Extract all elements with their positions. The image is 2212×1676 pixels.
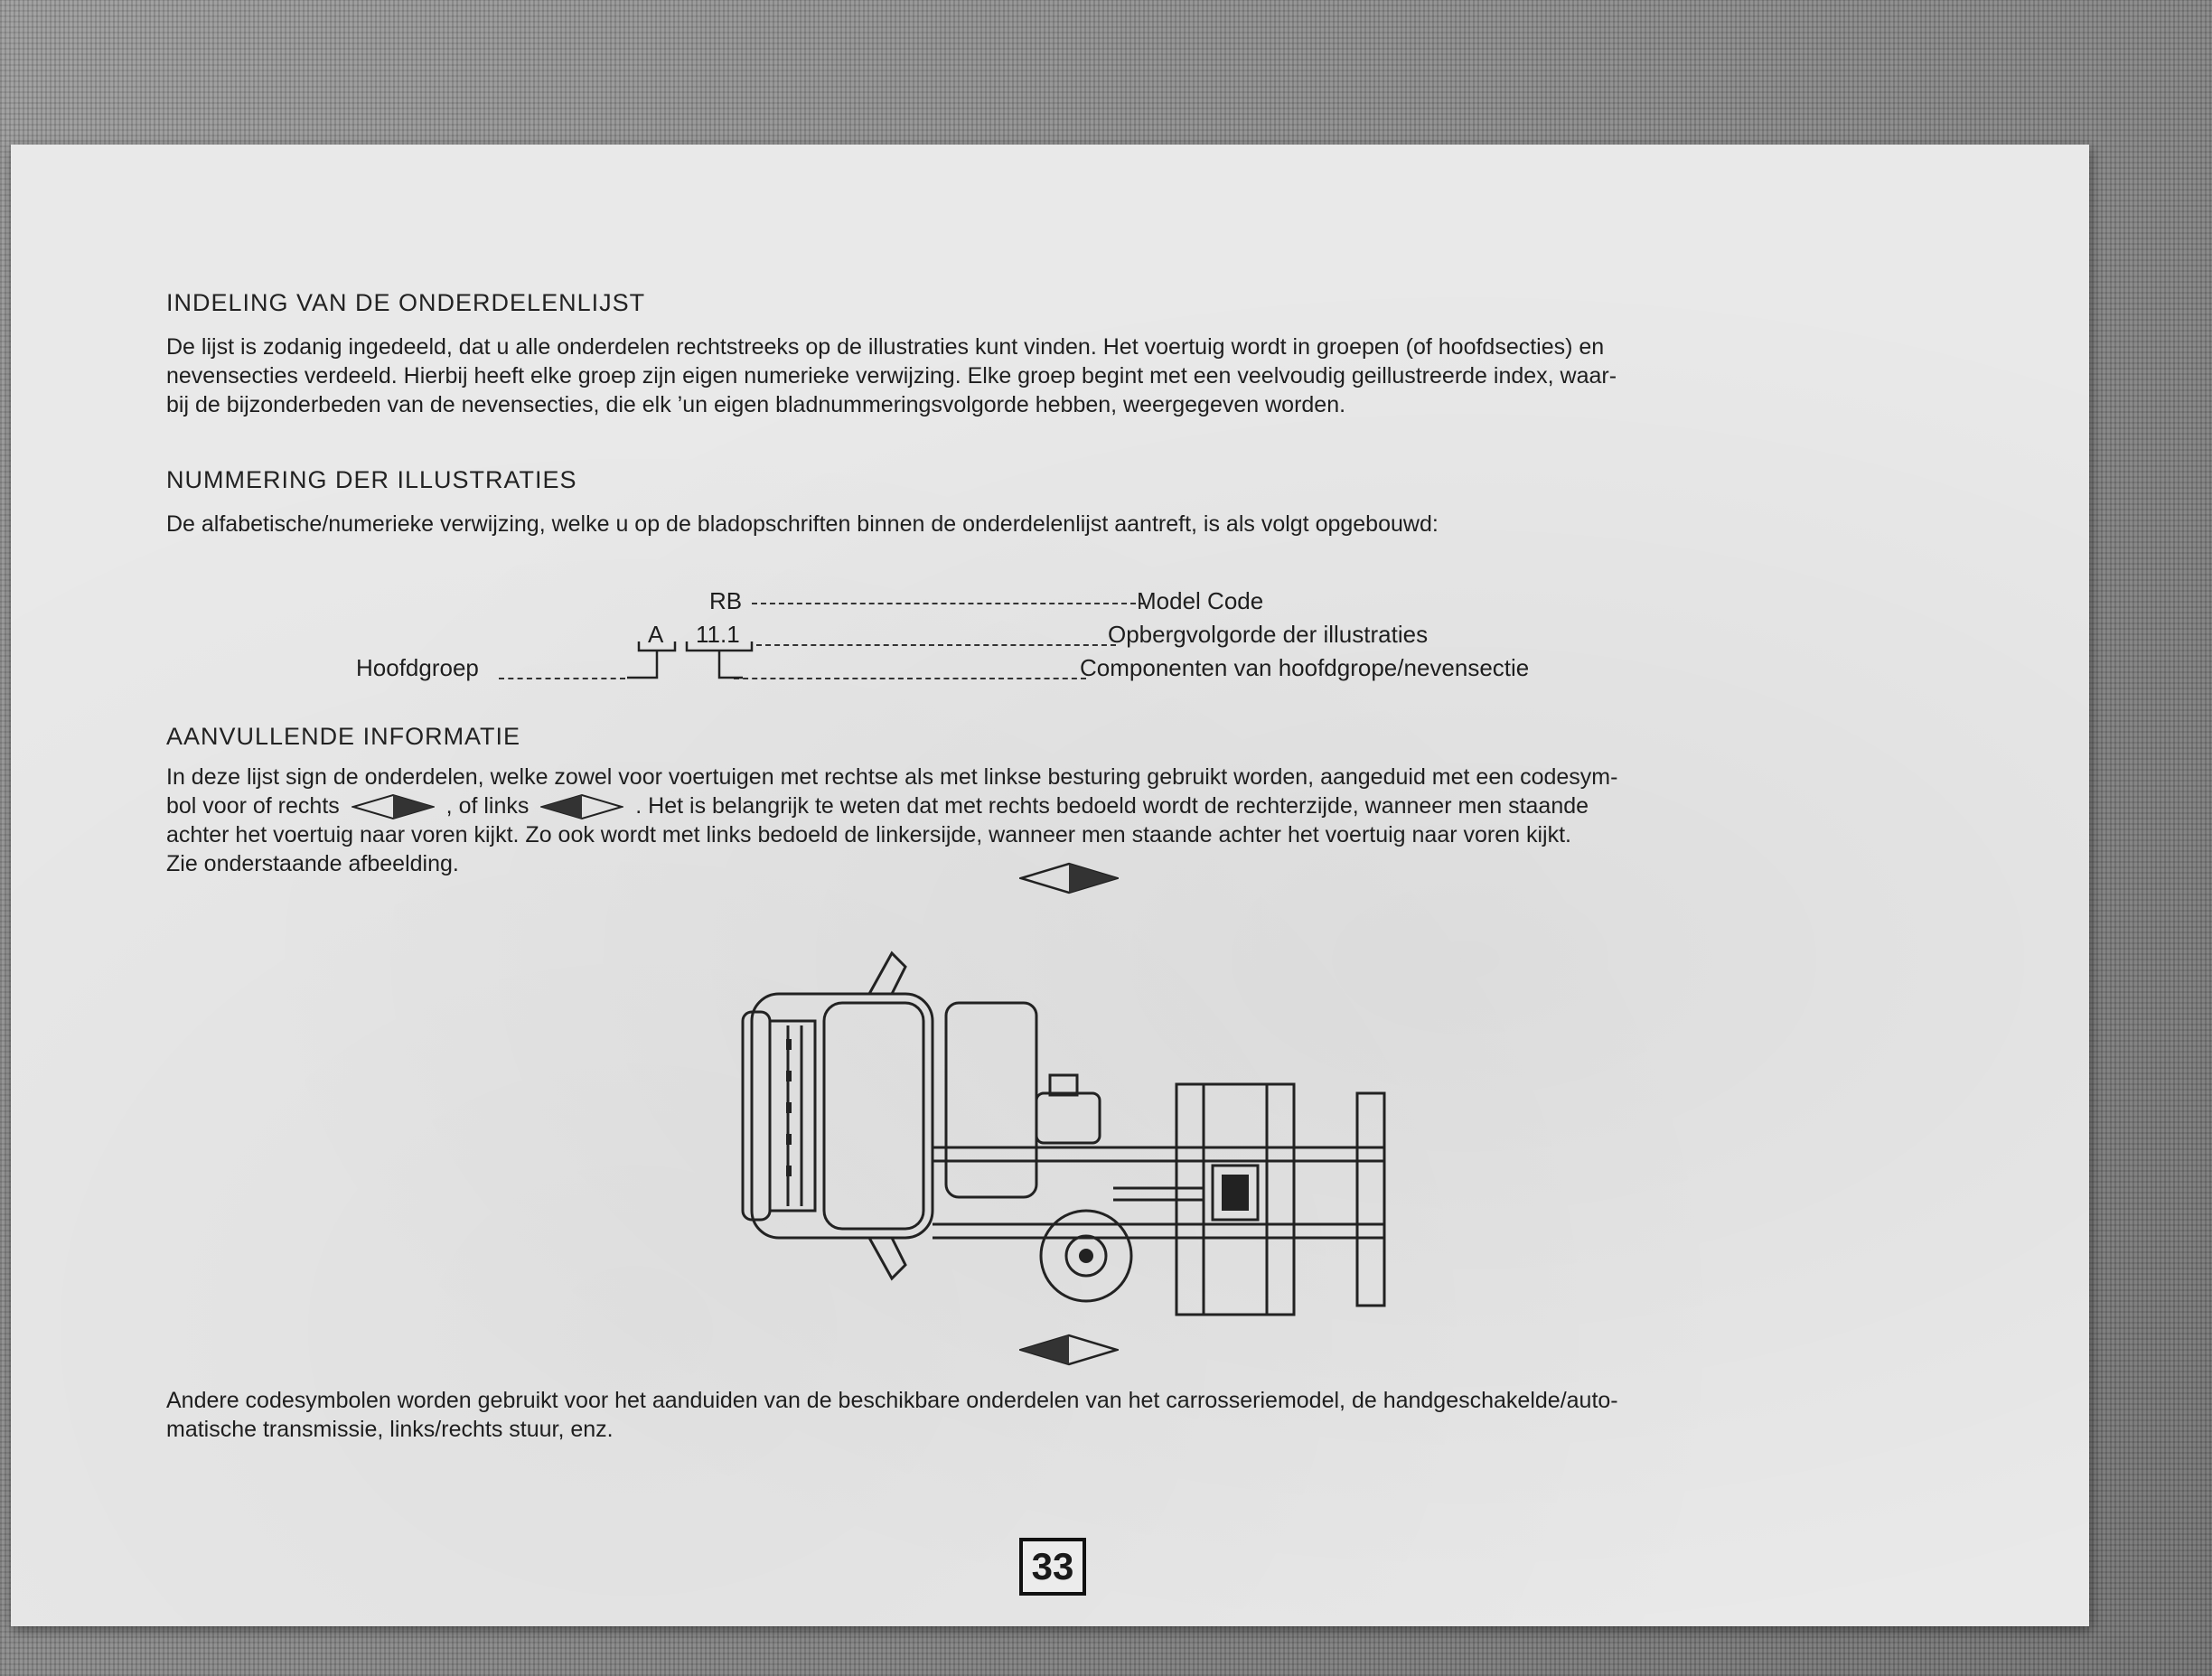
leader-line-opberg [756,644,1116,646]
paragraph-line: nevensecties verdeeld. Hierbij heeft elke groep zijn eigen numerieke verwijzing. Elke groep begint met een veelvoudig geillustreerde index, waar- [166,363,1617,389]
right-side-symbol-icon [351,793,435,820]
paragraph-nummering: De alfabetische/numerieke verwijzing, welke u op de bladopschriften binnen de onderdelenlijst aantreft, is als volgt opgebouwd: [166,511,1439,537]
paragraph-line: De lijst is zodanig ingedeeld, dat u alle onderdelen rechtstreeks op de illustraties kunt vinden. Het voertuig wordt in groepen (of hoofdsecties) en [166,334,1605,360]
bracket-connectors [607,614,761,687]
paragraph-line: bij de bijzonderbeden van de nevensecties, die elk ’un eigen bladnummeringsvolgorde hebben, weergegeven worden. [166,392,1346,417]
label-opbergvolgorde: Opbergvolgorde der illustraties [1108,621,1429,648]
paragraph-indeling [166,332,1856,419]
code-a: A [648,621,664,648]
paragraph-line [166,791,1856,820]
text-fragment: , of links [445,793,530,819]
code-rb: RB [709,587,743,614]
label-componenten: Componenten van hoofdgrope/nevensectie [1080,654,1530,681]
paragraph-aanvullend [166,763,1856,878]
paragraph-line: matische transmissie, links/rechts stuur, enz. [166,1417,614,1442]
label-model-code: Model Code [1137,587,1264,614]
code-number: 11.1 [696,621,740,648]
paragraph-line: In deze lijst sign de onderdelen, welke zowel voor voertuigen met rechtse als met linkse besturing gebruikt worden, aangeduid met een codesym- [166,764,1618,790]
leader-line-componenten [734,678,1086,679]
page-sheet [11,145,2089,1626]
heading-indeling: INDELING VAN DE ONDERDELENLIJST [166,289,646,316]
paragraph-line: Zie onderstaande afbeelding. [166,851,459,877]
leader-line-hoofdgroep [499,678,625,679]
paragraph-andere [166,1386,1856,1444]
right-side-symbol-icon [1019,862,1119,894]
heading-nummering: NUMMERING DER ILLUSTRATIES [166,466,577,493]
text-fragment: bol voor of rechts [166,793,340,819]
label-hoofdgroep: Hoofdgroep [356,654,479,681]
paragraph-line: achter het voertuig naar voren kijkt. Zo ook wordt met links bedoeld de linkersijde, wanneer men staande achter het voertuig naar voren kijkt. [166,822,1571,848]
left-side-symbol-icon [540,793,623,820]
page-number: 33 [1019,1538,1086,1596]
paragraph-line: Andere codesymbolen worden gebruikt voor het aanduiden van de beschikbare onderdelen van het carrosseriemodel, de handgeschakelde/auto- [166,1388,1618,1413]
text-fragment: . Het is belangrijk te weten dat met rechts bedoeld wordt de rechterzijde, wanneer men staande [635,793,1589,819]
truck-chassis-illustration [734,913,1402,1319]
heading-aanvullend: AANVULLENDE INFORMATIE [166,723,521,750]
leader-line-model [752,603,1145,604]
left-side-symbol-icon [1019,1334,1119,1366]
